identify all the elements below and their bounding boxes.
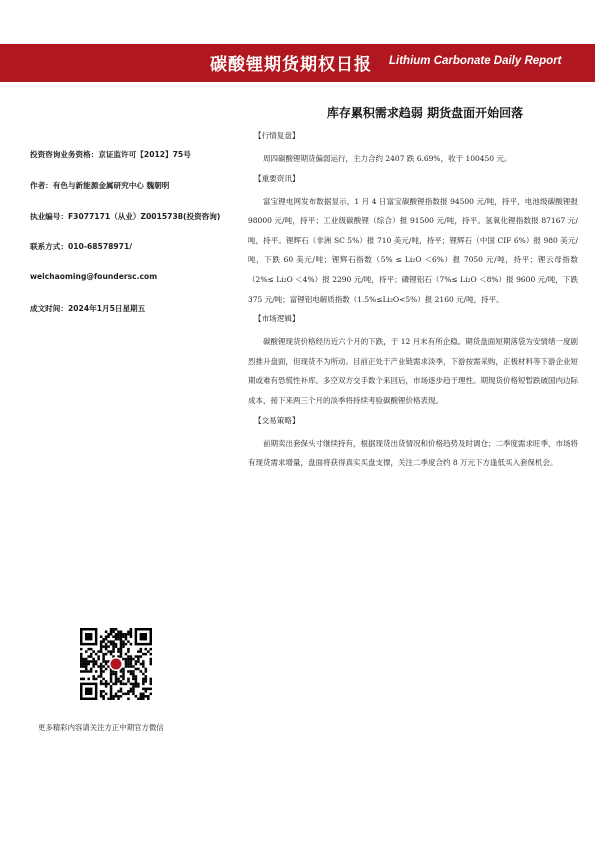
section-trading-strategy <box>248 415 578 473</box>
email-line[interactable]: weichaoming@foundersc.com <box>30 272 158 281</box>
license-line: 执业编号：F3077171（从业）Z0015738(投资咨询) <box>30 212 221 221</box>
report-banner <box>0 44 595 82</box>
section-market-review <box>248 130 578 169</box>
section-market-logic <box>248 313 578 410</box>
contact-line: 联系方式：010-68578971/ <box>30 242 133 251</box>
author-line: 作者：有色与新能源金属研究中心 魏朝明 <box>30 181 170 190</box>
qualification-line: 投资咨询业务资格：京证监许可【2012】75号 <box>30 150 191 159</box>
section-paragraph: 碳酸锂现货价格经历近六个月的下跌，于 12 月末有所企稳。期货盘面短期落袋为安情绪一度剧烈推升盘面，但现货不为所动。目前正处于产业链需求淡季，下游按需采购，正极材料等下游企业短期或难有恐慌性补库。多空双方交手数个来回后，市场逐步趋于理性。期现货价格短暂跌破国内边际成本，接下来两三个月的淡季将持续考验碳酸锂价格表现。 <box>248 337 578 405</box>
section-paragraph: 富宝锂电网发布数据显示，1 月 4 日富宝碳酸锂指数报 94500 元/吨，持平，电池级碳酸锂报 98000 元/吨，持平；工业级碳酸锂（综合）报 91500 元/吨，持平。氢氧化锂指数报 87167 元/吨，持平。锂辉石（非洲 SC 5%）报 710 美元/吨，持平；锂辉石（中国 CIF 6%）报 980 美元/吨，下跌 60 美元/吨；锂辉石指数（5% ≤ Li₂O ＜6%）报 7050 元/吨，持平；锂云母指数（2%≤ Li₂O ＜4%）报 2290 元/吨，持平；磷锂铝石（7%≤ Li₂O ＜8%）报 9600 元/吨，下跌 375 元/吨；富锂铝电解质指数（1.5%≤Li₂O<5%）报 2160 元/吨，持平。 <box>248 196 578 304</box>
date-line: 成文时间：2024年1月5日星期五 <box>30 304 146 313</box>
qr-caption: 更多精彩内容请关注方正中期官方微信 <box>38 723 164 732</box>
report-title-cn: 碳酸锂期货期权日报 <box>210 55 372 75</box>
report-body <box>248 130 578 477</box>
section-label: 【重要资讯】 <box>254 173 300 183</box>
section-paragraph: 前期卖出套保头寸继续持有，根据现货出货情况和价格趋势及时调仓；二季度需求旺季，市场将有现货需求增量，盘面将获得真实买盘支撑，关注二季度合约 8 万元下方逢低买入套保机会。 <box>248 438 578 468</box>
section-key-news <box>248 173 578 310</box>
report-title-en: Lithium Carbonate Daily Report <box>389 55 562 67</box>
section-label: 【行情复盘】 <box>254 131 300 140</box>
section-label: 【市场逻辑】 <box>254 314 300 324</box>
section-paragraph: 周四碳酸锂期货偏弱运行，主力合约 2407 跌 6.69%，收于 100450 元。 <box>263 154 512 163</box>
section-label: 【交易策略】 <box>254 415 300 425</box>
wechat-qr-code <box>80 628 152 700</box>
qr-code-icon <box>80 628 152 700</box>
headline: 库存累积需求趋弱 期货盘面开始回落 <box>326 106 524 120</box>
